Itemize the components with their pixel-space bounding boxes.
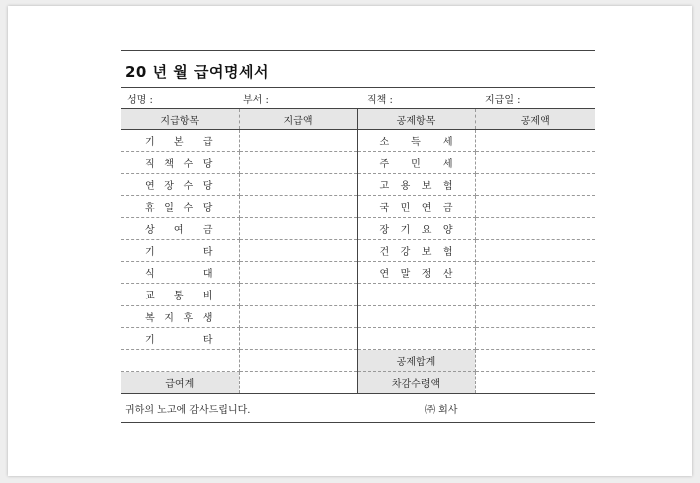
deduct-item-cell-label [358, 265, 475, 280]
deduct-amount-cell[interactable] [475, 306, 595, 328]
thanks-text: 귀하의 노고에 감사드립니다. [125, 404, 251, 416]
label-char: 후 [183, 313, 194, 324]
label-char: 보 [421, 181, 432, 192]
label-char: 일 [164, 203, 174, 214]
label-char: 생 [202, 313, 213, 324]
table-row [121, 328, 595, 350]
dept-label: 부서 : [243, 94, 269, 106]
label-char: 말 [400, 269, 411, 280]
deduct-item-cell-label [358, 221, 475, 236]
label-char: 민 [400, 203, 411, 214]
net-pay-amount[interactable] [475, 372, 595, 394]
header-deduct-amount: 공제액 [475, 109, 595, 130]
pay-item-cell-label [121, 133, 239, 148]
document-title: 20 년 월 급여명세서 [125, 63, 269, 81]
label-char: 양 [442, 225, 453, 236]
label-char: 기 [400, 225, 411, 236]
pay-amount-cell[interactable] [239, 240, 357, 262]
deduct-item-cell-label [358, 199, 475, 214]
table-body [121, 130, 595, 394]
label-char: 지 [164, 313, 174, 324]
label-char: 보 [421, 247, 432, 258]
label-char: 연 [421, 203, 432, 214]
label-char: 연 [379, 269, 390, 280]
deduct-item-cell-label [358, 155, 475, 170]
deduct-item-cell [357, 152, 475, 174]
label-char: 상 [145, 225, 155, 236]
table-row [121, 218, 595, 240]
label-char: 당 [202, 181, 213, 192]
label-char: 득 [411, 137, 421, 148]
label-char: 당 [202, 203, 213, 214]
pay-amount-cell[interactable] [239, 174, 357, 196]
label-char: 강 [400, 247, 411, 258]
net-pay-label: 차감수령액 [357, 372, 475, 394]
deduct-amount-cell[interactable] [475, 218, 595, 240]
label-char: 직 [145, 159, 155, 170]
company-text: ㈜ 회사 [425, 404, 458, 416]
label-char: 교 [145, 291, 155, 302]
table-header-row [121, 109, 595, 130]
pay-amount-cell[interactable] [239, 328, 357, 350]
deduct-item-cell [357, 262, 475, 284]
label-char: 기 [145, 137, 155, 148]
pay-amount-cell[interactable] [239, 284, 357, 306]
label-char: 수 [183, 203, 194, 214]
pay-amount-cell[interactable] [239, 130, 357, 152]
label-char: 통 [173, 291, 184, 302]
pay-total-label: 급여계 [121, 372, 239, 394]
pay-amount-cell[interactable] [239, 196, 357, 218]
label-char: 장 [164, 181, 174, 192]
deduct-item-cell-label [358, 133, 475, 148]
deduct-item-cell [357, 130, 475, 152]
header-pay-item: 지급항목 [121, 109, 239, 130]
payslip-table [121, 108, 595, 394]
label-char: 본 [173, 137, 184, 148]
label-char: 타 [202, 247, 213, 258]
label-char: 책 [164, 159, 174, 170]
deduct-amount-cell[interactable] [475, 152, 595, 174]
pay-item-cell [121, 306, 239, 328]
label-char: 수 [183, 159, 194, 170]
label-char: 기 [145, 247, 155, 258]
deduct-item-cell [357, 284, 475, 306]
label-char: 급 [202, 137, 213, 148]
deduct-item-cell [357, 218, 475, 240]
pay-item-cell [121, 174, 239, 196]
pay-total-row [121, 372, 595, 394]
table-row [121, 306, 595, 328]
pay-item-cell [121, 328, 239, 350]
pay-item-cell [121, 130, 239, 152]
label-char: 산 [442, 269, 453, 280]
deduct-amount-cell[interactable] [475, 328, 595, 350]
table-row [121, 152, 595, 174]
deduct-amount-cell[interactable] [475, 130, 595, 152]
label-char: 장 [379, 225, 390, 236]
deduct-amount-cell[interactable] [475, 196, 595, 218]
deduct-total-amount[interactable] [475, 350, 595, 372]
pay-item-cell-label [121, 221, 239, 236]
pay-amount-cell[interactable] [239, 306, 357, 328]
pay-item-cell-label [121, 155, 239, 170]
deduct-amount-cell[interactable] [475, 284, 595, 306]
table-row [121, 262, 595, 284]
label-char: 복 [145, 313, 155, 324]
label-char: 용 [400, 181, 411, 192]
deduct-item-cell [357, 240, 475, 262]
table-row [121, 196, 595, 218]
paydate-label: 지급일 : [485, 94, 521, 106]
pay-item-cell[interactable] [121, 350, 239, 372]
table-row [121, 284, 595, 306]
deduct-item-cell [357, 174, 475, 196]
document-page [8, 6, 692, 476]
pay-item-cell-label [121, 287, 239, 302]
table-row [121, 130, 595, 152]
label-char: 기 [145, 335, 155, 346]
label-char: 휴 [145, 203, 155, 214]
label-char: 험 [442, 247, 453, 258]
pay-item-cell [121, 284, 239, 306]
position-label: 직책 : [367, 94, 393, 106]
deduct-item-cell [357, 196, 475, 218]
label-char: 국 [379, 203, 390, 214]
pay-amount-cell[interactable] [239, 152, 357, 174]
pay-item-cell-label [121, 243, 239, 258]
label-char: 요 [421, 225, 432, 236]
label-char: 정 [421, 269, 432, 280]
deduct-amount-cell[interactable] [475, 240, 595, 262]
label-char: 민 [411, 159, 421, 170]
deduct-total-label: 공제합계 [357, 350, 475, 372]
label-char: 건 [379, 247, 390, 258]
pay-item-cell-label [121, 265, 239, 280]
pay-item-cell [121, 152, 239, 174]
header-pay-amount: 지급액 [239, 109, 357, 130]
label-char: 비 [202, 291, 213, 302]
payslip-sheet [121, 50, 595, 423]
deduct-amount-cell[interactable] [475, 262, 595, 284]
label-char: 고 [379, 181, 390, 192]
label-char: 연 [145, 181, 155, 192]
label-char: 주 [379, 159, 390, 170]
deduct-item-cell [357, 306, 475, 328]
label-char: 당 [202, 159, 213, 170]
info-row [121, 87, 595, 108]
pay-amount-cell[interactable] [239, 262, 357, 284]
deduct-amount-cell[interactable] [475, 174, 595, 196]
label-char: 소 [379, 137, 390, 148]
pay-item-cell-label [121, 309, 239, 324]
label-char: 타 [202, 335, 213, 346]
pay-amount-cell[interactable] [239, 218, 357, 240]
pay-item-cell-label [121, 177, 239, 192]
pay-total-amount[interactable] [239, 372, 357, 394]
label-char: 험 [442, 181, 453, 192]
deduct-item-cell-label [358, 177, 475, 192]
pay-item-cell-label [121, 199, 239, 214]
pay-item-cell [121, 262, 239, 284]
label-char: 금 [442, 203, 453, 214]
pay-item-cell-label [121, 331, 239, 346]
pay-amount-cell[interactable] [239, 350, 357, 372]
footer-row [121, 394, 595, 423]
label-char: 여 [173, 225, 184, 236]
label-char: 수 [183, 181, 194, 192]
table-row [121, 174, 595, 196]
pay-item-cell [121, 240, 239, 262]
name-label: 성명 : [127, 94, 153, 106]
label-char: 금 [202, 225, 213, 236]
deduct-item-cell [357, 328, 475, 350]
label-char: 대 [202, 269, 213, 280]
deduct-item-cell-label [358, 243, 475, 258]
pay-item-cell [121, 196, 239, 218]
table-row [121, 240, 595, 262]
pay-item-cell [121, 218, 239, 240]
label-char: 세 [442, 137, 453, 148]
header-deduct-item: 공제항목 [357, 109, 475, 130]
label-char: 세 [442, 159, 453, 170]
deduct-total-row [121, 350, 595, 372]
label-char: 식 [145, 269, 155, 280]
